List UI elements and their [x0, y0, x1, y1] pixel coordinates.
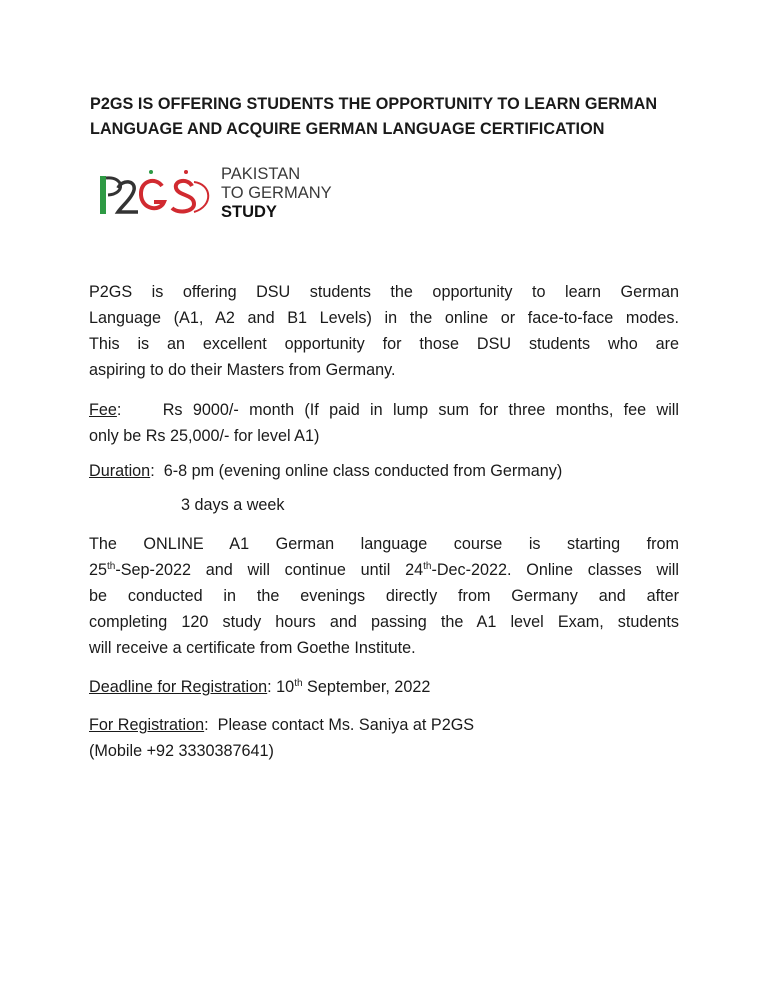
- heading-line-1: P2GS IS OFFERING STUDENTS THE OPPORTUNITY TO LEARN GERMAN: [90, 95, 658, 113]
- registration-label: For Registration: [89, 716, 205, 734]
- intro-line-4: aspiring to do their Masters from Germany.: [89, 361, 396, 379]
- online-line-1: The ONLINE A1 German language course is starting from: [89, 535, 679, 553]
- p2gs-logo: [96, 162, 346, 226]
- intro-line-1: P2GS is offering DSU students the opportunity to learn German: [89, 283, 679, 301]
- duration-paragraph: [89, 458, 679, 484]
- fee-paragraph: [89, 397, 679, 449]
- fee-text-1: Rs 9000/- month (If paid in lump sum for three months, fee will: [162, 401, 679, 419]
- duration-value: 6-8 pm (evening online class conducted from Germany): [163, 462, 563, 480]
- logo-text: [221, 165, 332, 222]
- duration-label: Duration: [89, 462, 151, 480]
- deadline-day: 10: [276, 678, 295, 696]
- intro-line-3: This is an excellent opportunity for those DSU students who are: [89, 335, 679, 353]
- fee-line-1: [89, 397, 679, 423]
- duration-sep: :: [150, 462, 155, 480]
- fee-text-2: only be Rs 25,000/- for level A1): [89, 427, 320, 445]
- end-day: 24: [405, 561, 424, 579]
- deadline-paragraph: [89, 674, 679, 700]
- online-course-paragraph: [89, 531, 679, 661]
- intro-line-2: Language (A1, A2 and B1 Levels) in the online or face-to-face modes.: [89, 309, 679, 327]
- logo-line-3: STUDY: [221, 203, 277, 221]
- end-day-suffix: th: [423, 561, 432, 572]
- start-day: 25: [89, 561, 108, 579]
- deadline-sep: :: [267, 678, 277, 696]
- registration-text: Please contact Ms. Saniya at P2GS: [217, 716, 475, 734]
- fee-label: Fee: [89, 401, 117, 419]
- online-line-3: be conducted in the evenings directly from Germany and after: [89, 587, 679, 605]
- registration-line-1: [89, 712, 679, 738]
- p2gs-logo-mark: [96, 162, 216, 222]
- duration-days: 3 days a week: [181, 496, 285, 514]
- heading-line-2: LANGUAGE AND ACQUIRE GERMAN LANGUAGE CERTIFICATION: [90, 120, 605, 138]
- start-day-suffix: th: [107, 561, 116, 572]
- registration-paragraph: [89, 712, 679, 764]
- deadline-label: Deadline for Registration: [89, 678, 268, 696]
- logo-line-2: TO GERMANY: [221, 184, 332, 202]
- online-line-5: will receive a certificate from Goethe Institute.: [89, 639, 416, 657]
- deadline-rest: September, 2022: [302, 678, 431, 696]
- online-line-2: [89, 557, 679, 583]
- end-rest: -Dec-2022. Online classes will: [431, 561, 679, 579]
- fee-sep: :: [116, 401, 122, 419]
- intro-paragraph: [89, 279, 679, 383]
- deadline-day-suffix: th: [294, 678, 303, 689]
- registration-sep: :: [204, 716, 218, 734]
- logo-line-1: PAKISTAN: [221, 165, 301, 183]
- online-line-4: completing 120 study hours and passing the A1 level Exam, students: [89, 613, 679, 631]
- document-heading: [90, 92, 690, 142]
- start-rest: -Sep-2022 and will continue until: [115, 561, 406, 579]
- registration-mobile: (Mobile +92 3330387641): [89, 742, 274, 760]
